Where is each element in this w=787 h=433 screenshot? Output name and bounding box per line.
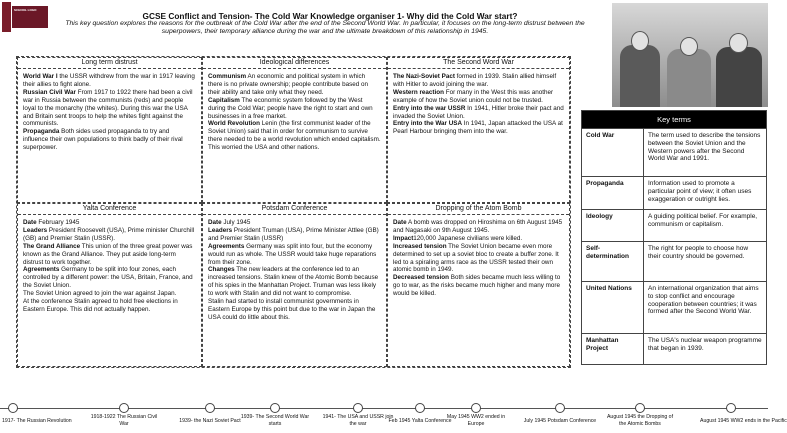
key-term-row [582,128,766,176]
cell-paragraph: World War I the USSR withdrew from the war in 1917 leaving their allies to fight alone. [23,73,195,88]
timeline-dot [119,403,129,413]
paragraph-keyword: Agreements [208,242,245,250]
timeline-event: Feb 1945 Yalta Conference [388,418,452,424]
cell-paragraph: The Nazi-Soviet Pact formed in 1939. Stalin allied himself with Hitler to avoid joining the war. [393,73,557,88]
paragraph-keyword: Communism [208,73,247,80]
cell-paragraph: The Grand Alliance This union of the three great power was known as the Grand Alliance. They put aside long-term distrust to work together. [23,242,193,266]
cell-title: Ideological differences [203,59,386,69]
key-terms-heading: Key terms [582,111,766,128]
paragraph-keyword: Decreased tension [393,274,449,282]
cell-long-term-distrust [17,57,202,203]
cell-paragraph: Stalin had started to install communist governments in Eastern Europe by this point but due to the war in Japan the USA could do little about this. [208,298,376,321]
paragraph-keyword: The Grand Alliance [23,242,81,250]
cell-paragraph: World Revolution Lenin (the first communist leader of the Soviet Union) said that in order for communism to survive there needed to be a world revolution which ended capitalism. This worried the USA and other nations. [208,120,381,152]
cell-title: Long term distrust [18,59,201,69]
paragraph-keyword: Capitalism [208,96,240,104]
timeline-dot [415,403,425,413]
key-term-name: Self-determination [582,242,644,281]
key-term-name: Ideology [582,210,644,241]
key-term-row [582,209,766,241]
paragraph-keyword: World Revolution [208,120,261,128]
paragraph-keyword: Western reaction [393,88,444,96]
cell-paragraph: Capitalism The economic system followed by the West during the Cold War; people have the right to start and own businesses in a free market. [208,96,373,120]
cell-paragraph: The Soviet Union agreed to join the war against Japan. [23,290,177,298]
paragraph-keyword: Agreements [23,266,60,274]
paragraph-keyword: World War I [23,73,58,80]
timeline-event: 1917- The Russian Revolution [2,418,72,424]
cell-paragraph: Leaders President Roosevelt (USA), Prime minister Churchill (GB) and Premier Stalin (USSR). [23,226,195,242]
cell-ideological-differences [202,57,387,203]
timeline-dot [270,403,280,413]
cell-paragraph: Decreased tension Both sides became much less willing to go to war, as the risks became much higher and many more would be killed. [393,274,561,298]
paragraph-keyword: Entry into the war USSR [393,104,466,112]
cell-paragraph: Increased tension The Soviet Union became even more determined to set up a soviet bloc to create a buffer zone. It led to a spiraling arms race as the USSR tested their own atomic bomb in 1949. [393,242,559,274]
knowledge-grid [16,56,571,368]
timeline-dot [471,403,481,413]
paragraph-keyword: The Nazi-Soviet Pact [393,73,455,80]
timeline-dot [353,403,363,413]
paragraph-keyword: Russian Civil War [23,88,76,96]
cell-atom-bomb [387,203,570,367]
key-term-definition: A guiding political belief. For example, communism or capitalism. [648,213,758,228]
timeline-event: August 1945 WW2 ends in the Pacific [700,418,787,424]
cell-paragraph: Communism An economic and political system in which there is no private ownership; people contribute based on their ability and take only what they need. [208,73,368,96]
key-term-row [582,241,766,281]
key-term-definition: An international organization that aims to stop conflict and encourage cooperation between countries; it was formed after the Second World War. [648,285,759,316]
cell-paragraph: Leaders President Truman (USA), Prime Minister Attlee (GB) and Premier Stalin (USSR) [208,226,379,242]
key-term-name: United Nations [582,282,644,333]
key-term-name: Manhattan Project [582,334,644,364]
key-term-definition: The USA's nuclear weapon programme that began in 1939. [648,337,762,352]
key-term-name: Cold War [582,129,644,176]
timeline-event: May 1945 WW2 ended in Europe [446,414,506,427]
key-term-name: Propaganda [582,177,644,209]
cell-paragraph: Date A bomb was dropped on Hiroshima on 6th August 1945 and Nagasaki on 9th August 1945. [393,219,563,234]
cell-paragraph: At the conference Stalin agreed to hold free elections in Eastern Europe. This did not actually happen. [23,298,178,313]
cell-paragraph: Entry into the war USSR In 1941, Hitler broke their pact and invaded the Soviet Union. [393,104,564,120]
paragraph-keyword: Entry into the War USA [393,120,463,128]
cell-potsdam-conference [202,203,387,367]
school-logo-stripe [2,2,11,32]
cell-paragraph: Impact120,000 Japanese civilians were killed. [393,234,523,242]
key-term-row [582,176,766,209]
timeline-event: 1939- The Second World War starts [240,414,310,427]
paragraph-keyword: Propaganda [23,128,60,136]
timeline-event: 1918-1922 The Russian Civil War [90,414,158,427]
timeline-dot [205,403,215,413]
cell-paragraph: Entry into the War USA In 1941, Japan attacked the USA at Pearl Harbour bringing them into the war. [393,120,563,136]
cell-paragraph: Propaganda Both sides used propaganda to try and influence their own populations to think badly of their rival superpower. [23,128,183,152]
paragraph-keyword: Changes [208,266,235,274]
timeline-event: 1939- the Nazi Soviet Pact [179,418,241,424]
timeline-dot [8,403,18,413]
paragraph-keyword: Date [208,219,222,226]
key-term-definition: The right for people to choose how their country should be governed. [648,245,749,260]
cell-title: Potsdam Conference [203,205,386,215]
paragraph-keyword: Leaders [208,226,233,234]
cell-paragraph: Agreements Germany to be split into four zones, each controlled by a different power: the USA, Britain, France, and the Soviet Union. [23,266,193,290]
timeline-dot [555,403,565,413]
timeline-event: August 1945 the Dropping of the Atomic Bombs [606,414,674,427]
cell-title: The Second Word War [388,59,569,69]
key-term-definition: The term used to describe the tensions between the Soviet Union and the Western powers after the Second World War and 1991. [648,132,761,163]
cell-paragraph: Russian Civil War From 1917 to 1922 there had been a civil war in Russia between the communists (reds) and people loyal to the monarchy (the whites). During this war the USA and Britain sent troops to help the whites fight against the communists. [23,88,193,128]
page-title: GCSE Conflict and Tension- The Cold War Knowledge organiser 1- Why did the Cold War start? [142,11,518,21]
paragraph-keyword: Leaders [23,226,48,234]
timeline-event: July 1945 Potsdam Conference [523,418,597,424]
cell-paragraph: Western reaction For many in the West this was another example of how the Soviet union could not be trusted. [393,88,554,104]
key-term-row [582,333,766,364]
cell-paragraph: Date July 1945 [208,219,251,226]
cell-title: Dropping of the Atom Bomb [388,205,569,215]
paragraph-keyword: Date [23,219,37,226]
school-logo: SCHOOL LOGO [12,6,48,28]
page-subtitle: This key question explores the reasons for the outbreak of the Cold War after the end of the Second World War. In particular, it focuses on the long-term distrust between the superpowers, their temporary alliance during the war and the ultimate breakdown of this relationship in 1945. [65,20,585,36]
key-terms-table [581,110,767,365]
cell-second-world-war [387,57,570,203]
timeline-dot [635,403,645,413]
timeline-line [0,408,768,409]
key-term-row [582,281,766,333]
cell-paragraph: Agreements Germany was split into four, but the economy would run as whole. The USSR would take huge reparations from their zone. [208,242,377,266]
yalta-leaders-photo [612,3,768,107]
paragraph-keyword: Date [393,219,407,226]
timeline-event: 1941- The USA and USSR join the war [322,414,394,427]
paragraph-keyword: Increased tension [393,242,447,250]
key-term-definition: Information used to promote a particular point of view; it often uses exaggeration or outright lies. [648,180,752,203]
cell-yalta-conference [17,203,202,367]
cell-paragraph: Changes The new leaders at the conference led to an increased tensions. Stalin knew of the Atomic Bomb because of his spies in the Manhattan Project. Truman was less likely to work with Stalin and did not want to compromise. [208,266,379,298]
timeline-dot [726,403,736,413]
paragraph-keyword: Impact [393,234,414,242]
cell-paragraph: Date February 1945 [23,219,80,226]
cell-title: Yalta Conference [18,205,201,215]
